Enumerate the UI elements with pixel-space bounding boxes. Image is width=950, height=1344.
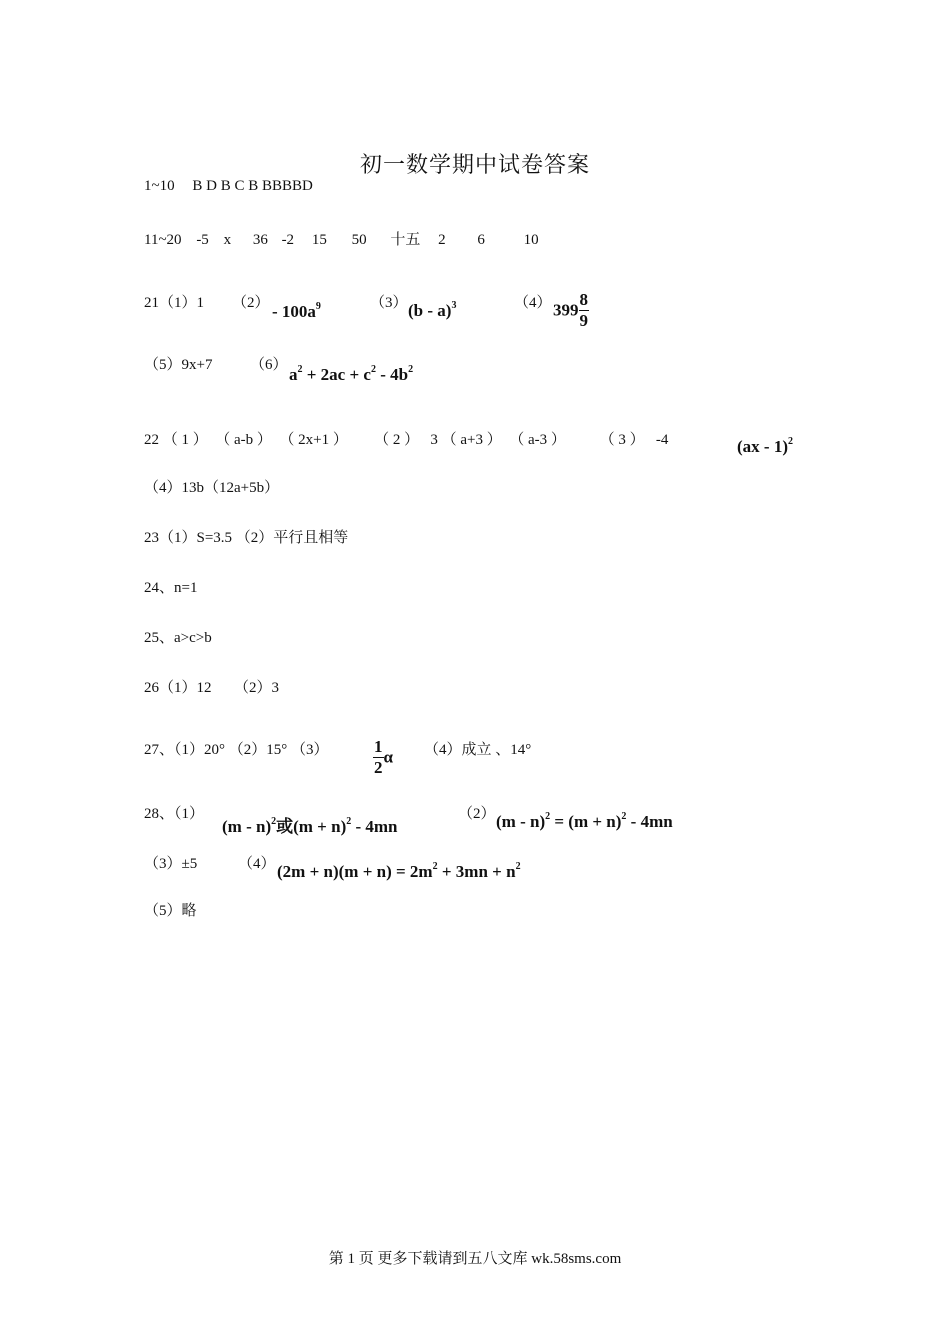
answer: 10 [523,232,539,248]
q28-part2-label: （2） [458,806,496,822]
answer: 十五 [390,232,421,248]
q21-part5: （5）9x+7 [144,357,213,373]
q22-line1: 22 （ 1 ） （ a-b ） （ 2x+1 ） （ 2 ） 3 （ a+3 ） （ a-3 ） （ 3 ） -4 [144,432,669,448]
q21-part3-label: （3） [370,295,408,311]
q28-prefix: 28、（1） [144,806,205,822]
answer: 2 [438,232,446,248]
q21-part2-label: （2） [232,295,270,311]
q28-part4-expression: $(2m + n)(m + n) = 2m^2 + 3mn + n^2$ [277,861,521,881]
page-title: 初一数学期中试卷答案 [359,152,590,177]
q21-part4-label: （4） [514,295,552,311]
row-label: 11~20 [144,232,182,248]
q28-part3: （3）±5 [144,856,198,872]
q28-part4-label: （4） [238,856,276,872]
answer-row-11-20 [144,228,539,249]
q28-part2-expression: $(m - n)^2 = (m + n)^2 - 4mn$ [496,811,673,831]
q21-part4-mixed-number: 399 $\frac{8}{9}$ [553,290,588,330]
q21-part2-expression: - $100a^9$ [272,301,321,321]
q24-answer: 24、n=1 [144,580,198,596]
answer: 36 [252,232,268,248]
q28-part5: （5）略 [144,903,197,919]
row-answers: B D B C B BBBBD [192,178,313,194]
q21-label: 21（1）1 [144,295,205,311]
page-footer: 第 1 页 更多下载请到五八文库 wk.58sms.com [328,1251,622,1267]
q21-part6-expression: $a^2 + 2ac + c^2 - 4b^2$ [289,364,414,384]
q21-part6-label: （6） [250,357,288,373]
row-label: 1~10 [144,178,175,194]
answer: 15 [311,232,327,248]
q28-part1-expression: (m - n)$^2$或$(m + n)^2 - 4mn$ [222,816,398,836]
q27-prefix: 27、（1）20° （2）15° （3） [144,742,329,758]
answer: x [223,232,232,248]
q25-answer: 25、a>c>b [144,630,212,646]
q21-part3-expression: (b - a)$^3$ [408,300,457,320]
q27-suffix: （4）成立 、14° [424,742,532,758]
q22-line2: （4）13b（12a+5b） [144,480,280,496]
answer: 50 [351,232,367,248]
answer: -5 [196,232,209,248]
q22-part3-expression: (ax - 1)$^2$ [737,436,793,456]
q26-answer: 26（1）12 （2）3 [144,680,280,696]
q27-part3-fraction: $\frac{1}{2}$ α [374,737,393,777]
answer-row-1-10 [144,178,313,195]
answer: 6 [477,232,485,248]
answer: -2 [281,232,295,248]
q23-answer: 23（1）S=3.5 （2）平行且相等 [144,530,349,546]
